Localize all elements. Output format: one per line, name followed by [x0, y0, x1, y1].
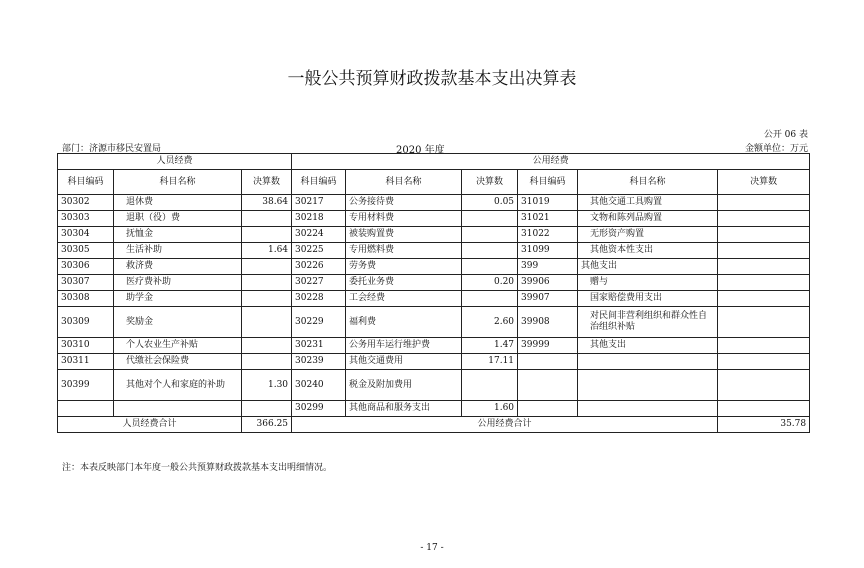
name-cell [578, 354, 718, 370]
table-row [58, 195, 810, 211]
amount-cell [718, 307, 810, 338]
personnel-total-value: 366.25 [242, 417, 292, 433]
name-cell: 福利费 [346, 307, 462, 338]
name-cell: 对民间非营利组织和群众性自治组织补贴 [578, 307, 718, 338]
column-header-amount: 决算数 [462, 170, 518, 195]
column-header-name: 科目名称 [346, 170, 462, 195]
code-cell: 30302 [58, 195, 114, 211]
group-header-personnel: 人员经费 [58, 154, 292, 170]
name-cell: 抚恤金 [114, 227, 242, 243]
code-cell: 31099 [518, 243, 578, 259]
page-title: 一般公共预算财政拨款基本支出决算表 [287, 69, 577, 89]
column-header-amount: 决算数 [718, 170, 810, 195]
public-total-value: 35.78 [718, 417, 810, 433]
name-cell: 其他支出 [578, 338, 718, 354]
amount-cell [242, 227, 292, 243]
name-cell: 国家赔偿费用支出 [578, 291, 718, 307]
name-cell: 个人农业生产补贴 [114, 338, 242, 354]
amount-cell: 0.05 [462, 195, 518, 211]
amount-cell: 2.60 [462, 307, 518, 338]
name-cell: 无形资产购置 [578, 227, 718, 243]
code-cell: 39906 [518, 275, 578, 291]
amount-cell [242, 354, 292, 370]
unit-label: 金额单位：万元 [744, 144, 808, 154]
amount-cell: 17.11 [462, 354, 518, 370]
code-cell: 39999 [518, 338, 578, 354]
code-cell: 30218 [292, 211, 346, 227]
amount-cell [462, 227, 518, 243]
amount-cell [718, 338, 810, 354]
group-header-public: 公用经费 [292, 154, 810, 170]
name-cell: 生活补助 [114, 243, 242, 259]
amount-cell [242, 291, 292, 307]
name-cell: 工会经费 [346, 291, 462, 307]
amount-cell: 1.60 [462, 401, 518, 417]
name-cell: 其他支出 [578, 259, 718, 275]
table-row [58, 211, 810, 227]
table-row [58, 307, 810, 338]
name-cell: 助学金 [114, 291, 242, 307]
amount-cell [718, 227, 810, 243]
amount-cell [718, 370, 810, 401]
code-cell: 39907 [518, 291, 578, 307]
amount-cell [462, 243, 518, 259]
code-cell: 30240 [292, 370, 346, 401]
expenditure-table [57, 153, 810, 433]
amount-cell: 38.64 [242, 195, 292, 211]
code-cell: 30309 [58, 307, 114, 338]
amount-cell [718, 195, 810, 211]
table-row [58, 401, 810, 417]
column-header-name: 科目名称 [578, 170, 718, 195]
name-cell: 被装购置费 [346, 227, 462, 243]
code-cell [518, 370, 578, 401]
amount-cell [718, 275, 810, 291]
amount-cell [462, 259, 518, 275]
code-cell [58, 401, 114, 417]
table-row [58, 354, 810, 370]
table-row [58, 370, 810, 401]
code-cell: 30224 [292, 227, 346, 243]
footnote: 注：本表反映部门本年度一般公共预算财政拨款基本支出明细情况。 [62, 463, 333, 473]
table-row [58, 243, 810, 259]
amount-cell [242, 275, 292, 291]
column-header-code: 科目编码 [292, 170, 346, 195]
amount-cell [718, 259, 810, 275]
amount-cell [718, 291, 810, 307]
code-cell: 30228 [292, 291, 346, 307]
name-cell: 专用燃料费 [346, 243, 462, 259]
public-total-label: 公用经费合计 [292, 417, 718, 433]
amount-cell [718, 401, 810, 417]
amount-cell [718, 211, 810, 227]
amount-cell [242, 338, 292, 354]
amount-cell [462, 370, 518, 401]
code-cell: 30227 [292, 275, 346, 291]
amount-cell [718, 354, 810, 370]
table-row [58, 227, 810, 243]
code-cell: 30308 [58, 291, 114, 307]
column-header-name: 科目名称 [114, 170, 242, 195]
code-cell: 30299 [292, 401, 346, 417]
code-cell: 31022 [518, 227, 578, 243]
code-cell: 30225 [292, 243, 346, 259]
name-cell [578, 401, 718, 417]
name-cell: 其他对个人和家庭的补助 [114, 370, 242, 401]
code-cell: 30217 [292, 195, 346, 211]
code-cell: 399 [518, 259, 578, 275]
amount-cell [242, 307, 292, 338]
amount-cell [462, 291, 518, 307]
name-cell [114, 401, 242, 417]
name-cell: 公务接待费 [346, 195, 462, 211]
amount-cell [718, 243, 810, 259]
code-cell: 30399 [58, 370, 114, 401]
fiscal-year: 2020 年度 [396, 145, 445, 156]
code-cell: 30304 [58, 227, 114, 243]
total-row [58, 417, 810, 433]
code-cell: 30229 [292, 307, 346, 338]
table-row [58, 291, 810, 307]
table-row [58, 275, 810, 291]
amount-cell [242, 211, 292, 227]
name-cell: 劳务费 [346, 259, 462, 275]
code-cell: 31019 [518, 195, 578, 211]
amount-cell: 0.20 [462, 275, 518, 291]
code-cell: 31021 [518, 211, 578, 227]
amount-cell [242, 259, 292, 275]
name-cell: 救济费 [114, 259, 242, 275]
personnel-total-label: 人员经费合计 [58, 417, 242, 433]
code-cell: 30306 [58, 259, 114, 275]
code-cell: 30305 [58, 243, 114, 259]
name-cell: 退休费 [114, 195, 242, 211]
code-cell: 30231 [292, 338, 346, 354]
table-number: 公开 06 表 [763, 130, 808, 140]
name-cell: 奖励金 [114, 307, 242, 338]
code-cell: 30239 [292, 354, 346, 370]
amount-cell: 1.47 [462, 338, 518, 354]
name-cell: 文物和陈列品购置 [578, 211, 718, 227]
code-cell [518, 401, 578, 417]
code-cell [518, 354, 578, 370]
amount-cell: 1.64 [242, 243, 292, 259]
code-cell: 39908 [518, 307, 578, 338]
name-cell: 委托业务费 [346, 275, 462, 291]
name-cell: 其他交通费用 [346, 354, 462, 370]
column-header-code: 科目编码 [58, 170, 114, 195]
name-cell: 专用材料费 [346, 211, 462, 227]
name-cell: 其他商品和服务支出 [346, 401, 462, 417]
name-cell: 其他资本性支出 [578, 243, 718, 259]
name-cell: 公务用车运行维护费 [346, 338, 462, 354]
code-cell: 30307 [58, 275, 114, 291]
name-cell: 税金及附加费用 [346, 370, 462, 401]
amount-cell [462, 211, 518, 227]
name-cell: 退职（役）费 [114, 211, 242, 227]
department-label: 部门：济源市移民安置局 [62, 144, 162, 154]
table-row [58, 259, 810, 275]
name-cell: 医疗费补助 [114, 275, 242, 291]
code-cell: 30226 [292, 259, 346, 275]
amount-cell [242, 401, 292, 417]
name-cell: 代缴社会保险费 [114, 354, 242, 370]
name-cell: 赠与 [578, 275, 718, 291]
code-cell: 30303 [58, 211, 114, 227]
code-cell: 30311 [58, 354, 114, 370]
name-cell: 其他交通工具购置 [578, 195, 718, 211]
column-header-amount: 决算数 [242, 170, 292, 195]
code-cell: 30310 [58, 338, 114, 354]
table-row [58, 338, 810, 354]
amount-cell: 1.30 [242, 370, 292, 401]
column-header-code: 科目编码 [518, 170, 578, 195]
page-number: - 17 - [420, 543, 444, 553]
name-cell [578, 370, 718, 401]
